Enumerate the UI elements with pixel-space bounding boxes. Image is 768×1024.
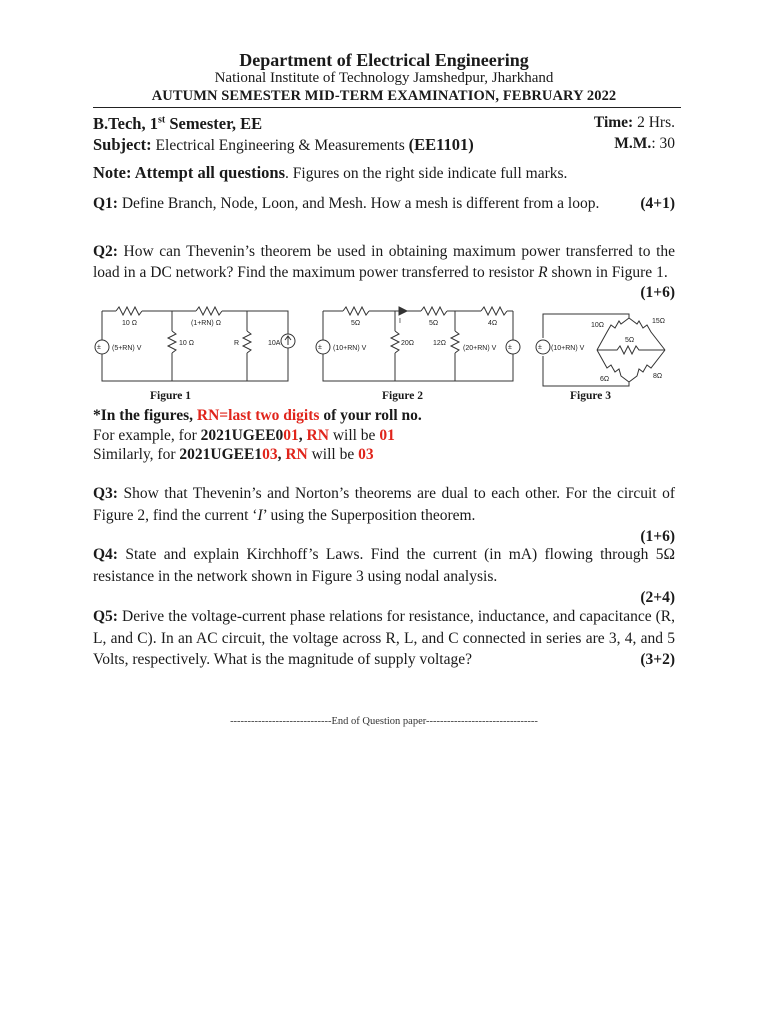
svg-text:±: ± <box>97 344 101 351</box>
fig1-r2-label: (1+RN) Ω <box>191 320 221 327</box>
max-marks: M.M.: 30 <box>614 135 675 152</box>
end-of-paper: -----------------------------End of Question paper-------------------------------- <box>230 716 538 727</box>
question-5: Q5: Derive the voltage-current phase relations for resistance, inductance, and capacitance (R, L, and C). In an AC circuit, the voltage across R, L, and C connected in series are 3, 4, and 5 Volts, respectively. What is the magnitude of supply voltage? (3+2) <box>93 606 675 671</box>
question-3: Q3: Show that Thevenin’s and Norton’s theorems are dual to each other. For the circuit of Figure 2, find the current ‘I’ using the Superposition theorem. (1+6) <box>93 483 675 548</box>
institute-name: National Institute of Technology Jamshedpur, Jharkhand <box>214 70 554 86</box>
figure-3-caption: Figure 3 <box>570 390 611 402</box>
figure-3-circuit <box>533 310 683 390</box>
time-info: Time: 2 Hrs. <box>593 114 675 131</box>
question-1: Q1: Define Branch, Node, Loon, and Mesh. How a mesh is different from a loop. (4+1) <box>93 194 675 215</box>
fig2-r3-label: 4Ω <box>488 320 498 327</box>
rn-note-line-2: For example, for 2021UGEE001, RN will be 01 <box>93 426 395 444</box>
figure-1-circuit <box>92 305 302 385</box>
course-label: B.Tech, 1st Semester, EE <box>93 114 263 133</box>
fig2-source2-label: (20+RN) V <box>463 345 497 352</box>
fig3-r5-label: 8Ω <box>653 373 663 380</box>
note-line: Note: Attempt all questions. Figures on the right side indicate full marks. <box>93 163 568 182</box>
exam-title: AUTUMN SEMESTER MID-TERM EXAMINATION, FEBRUARY 2022 <box>151 88 617 104</box>
q3-marks: (1+6) <box>640 528 675 545</box>
figure-2-circuit <box>313 305 521 385</box>
header-divider <box>93 107 681 108</box>
fig1-r3-label: 10 Ω <box>179 340 194 347</box>
fig2-r4-label: 20Ω <box>401 340 415 347</box>
rn-note-line-3: Similarly, for 2021UGEE103, RN will be 03 <box>93 446 374 463</box>
course-row <box>93 114 675 134</box>
fig2-r5-label: 12Ω <box>433 340 447 347</box>
fig3-r2-label: 15Ω <box>652 318 666 325</box>
subject-row <box>93 135 675 155</box>
subject-info: Subject: Electrical Engineering & Measurements (EE1101) <box>93 135 474 154</box>
fig1-source-label: (5+RN) V <box>112 345 142 352</box>
fig3-source-label: (10+RN) V <box>551 345 585 352</box>
fig2-source1-label: (10+RN) V <box>333 345 367 352</box>
fig3-r1-label: 10Ω <box>591 322 605 329</box>
fig1-rl-label: R <box>234 340 240 347</box>
fig2-r1-label: 5Ω <box>351 320 361 327</box>
figure-1-caption: Figure 1 <box>150 390 191 402</box>
svg-text:±: ± <box>508 344 512 351</box>
question-2: Q2: How can Thevenin’s theorem be used in obtaining maximum power transferred to the load in a DC network? Find the maximum power transferred to resistor R shown in Figure 1. (1+6) <box>93 242 675 304</box>
rn-note-line-1: *In the figures, RN=last two digits of your roll no. <box>93 407 422 424</box>
question-4: Q4: State and explain Kirchhoff’s Laws. Find the current (in mA) flowing through 5Ω resistance in the network shown in Figure 3 using nodal analysis. (2+4) <box>93 544 675 609</box>
fig3-r3-label: 5Ω <box>625 337 635 344</box>
q4-marks: (2+4) <box>640 589 675 606</box>
svg-text:±: ± <box>318 344 322 351</box>
department-heading: Department of Electrical Engineering <box>239 50 529 70</box>
svg-text:±: ± <box>538 344 542 351</box>
rn-note <box>93 406 675 465</box>
fig1-current-label: 10A <box>268 340 281 347</box>
fig3-r4-label: 6Ω <box>600 376 610 383</box>
fig2-current-label: I <box>399 318 401 325</box>
q1-marks: (4+1) <box>640 195 675 212</box>
fig1-r1-label: 10 Ω <box>122 320 137 327</box>
fig2-r2-label: 5Ω <box>429 320 439 327</box>
q5-marks: (3+2) <box>640 651 675 668</box>
q2-marks: (1+6) <box>640 284 675 301</box>
figure-2-caption: Figure 2 <box>382 390 423 402</box>
